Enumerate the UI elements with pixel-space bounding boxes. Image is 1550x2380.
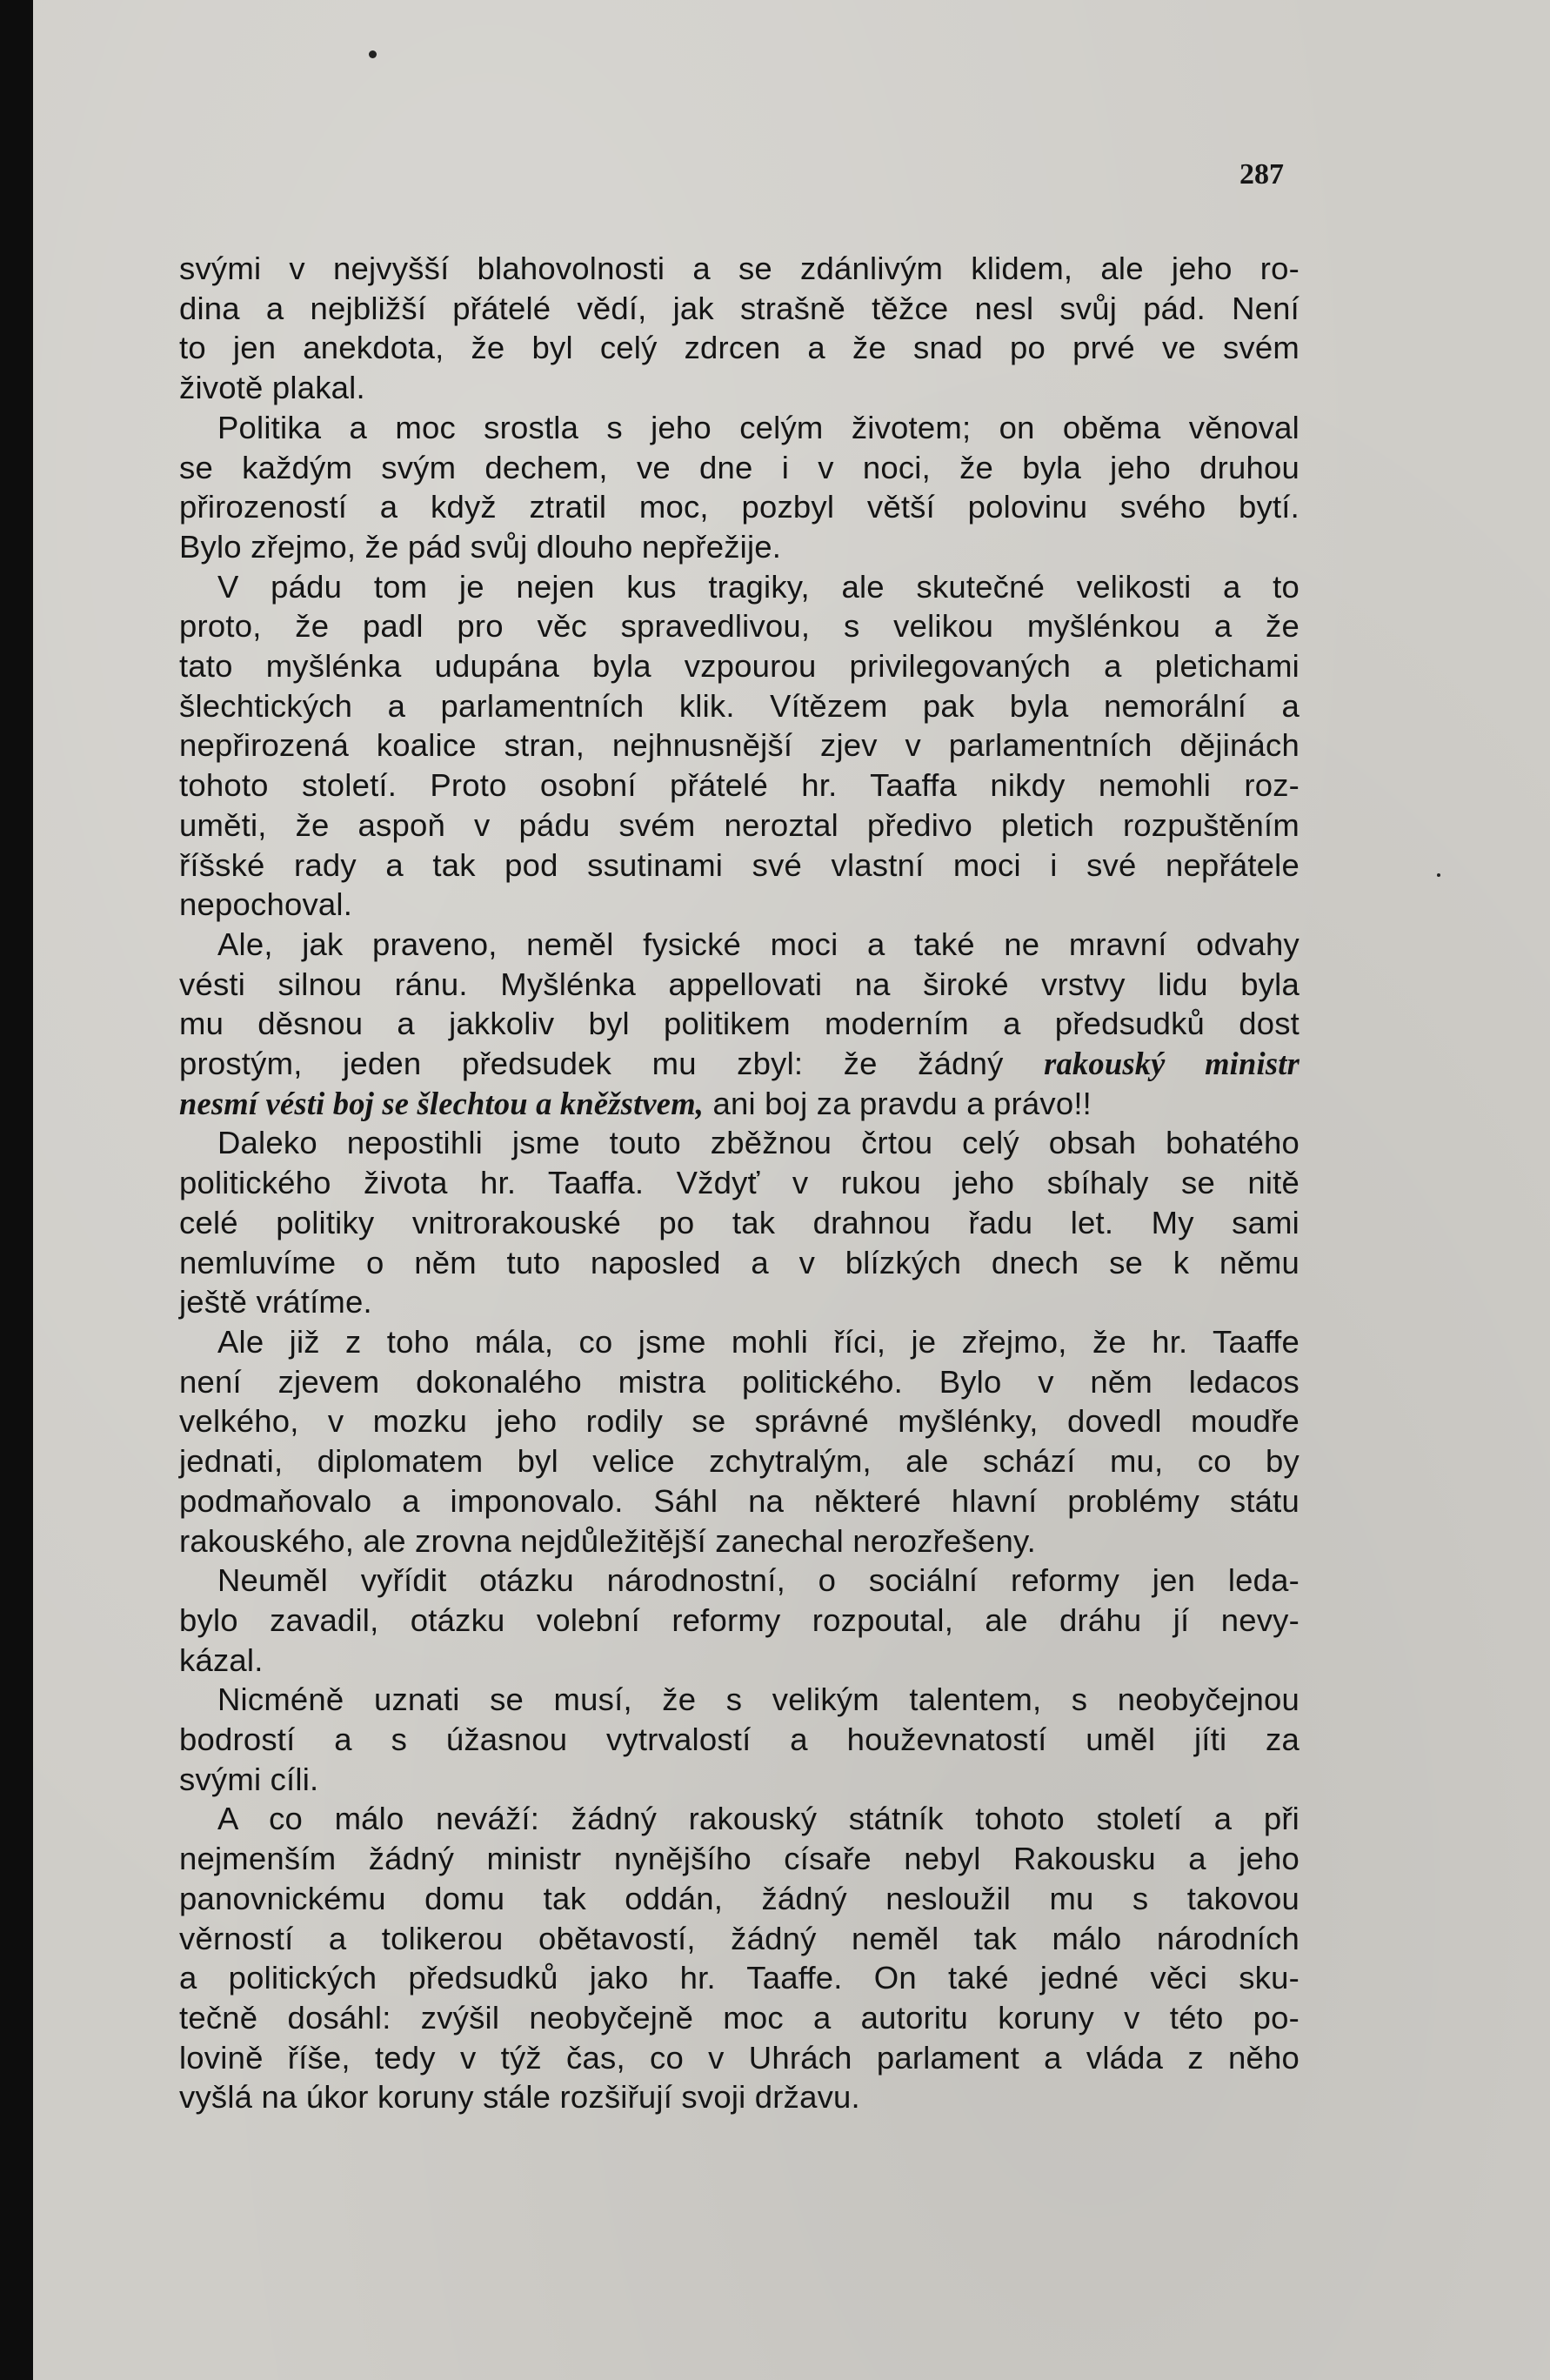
paragraph-6 (179, 1322, 1299, 1561)
text-line: tato myšlénka udupána byla vzpourou privilegovaných a pletichami (179, 648, 1299, 685)
ink-speck (1437, 873, 1440, 877)
paragraph-1 (179, 249, 1299, 408)
text-line: jednati, diplomatem byl velice zchytralým, ale schází mu, co by (179, 1443, 1299, 1480)
text-line: se každým svým dechem, ve dne i v noci, že byla jeho druhou (179, 449, 1299, 485)
text-fragment: prostým, jeden předsudek mu zbyl: že žádný (179, 1046, 1045, 1082)
text-line-with-emphasis (179, 1044, 1299, 1084)
text-line: Nicméně uznati se musí, že s velikým talentem, s neobyčejnou (217, 1681, 1299, 1718)
text-line: rakouského, ale zrovna nejdůležitější zanechal nerozřešeny. (179, 1522, 1037, 1559)
text-line: nepochoval. (179, 886, 353, 923)
text-line: Politika a moc srostla s jeho celým životem; on oběma věnoval (217, 409, 1299, 445)
text-fragment: ani boj za pravdu a právo!! (704, 1085, 1092, 1121)
ink-speck (369, 50, 377, 58)
text-line: tečně dosáhl: zvýšil neobyčejně moc a autoritu koruny v této po- (179, 1999, 1299, 2036)
text-line: životě plakal. (179, 370, 365, 406)
page-number: 287 (1239, 158, 1284, 191)
text-line: tohoto století. Proto osobní přátelé hr. Taaffa nikdy nemohli roz- (179, 767, 1299, 804)
paragraph-9 (179, 1799, 1299, 2117)
text-line-with-emphasis (179, 1084, 1299, 1124)
text-line: bylo zavadil, otázku volební reformy rozpoutal, ale dráhu jí nevy- (179, 1601, 1299, 1638)
text-line: přirozeností a když ztratil moc, pozbyl větší polovinu svého bytí. (179, 489, 1299, 525)
text-line: a politických předsudků jako hr. Taaffe. On také jedné věci sku- (179, 1960, 1299, 1996)
text-line: mu děsnou a jakkoliv byl politikem moderním a předsudků dost (179, 1006, 1299, 1042)
text-line: politického života hr. Taaffa. Vždyť v rukou jeho sbíhaly se nitě (179, 1165, 1299, 1201)
text-line: velkého, v mozku jeho rodily se správné myšlénky, dovedl moudře (179, 1403, 1299, 1440)
text-line: A co málo neváží: žádný rakouský státník tohoto století a při (217, 1801, 1299, 1837)
text-line: nemluvíme o něm tuto naposled a v blízkých dnech se k němu (179, 1244, 1299, 1280)
text-line: nepřirozená koalice stran, nejhnusnější zjev v parlamentních dějinách (179, 727, 1299, 764)
emphasized-text: rakouský ministr (1044, 1046, 1299, 1082)
paragraph-7 (179, 1561, 1299, 1680)
text-line: vésti silnou ránu. Myšlénka appellovati na široké vrstvy lidu byla (179, 966, 1299, 1002)
text-line: kázal. (179, 1641, 264, 1678)
text-line: dina a nejbližší přátelé vědí, jak strašně těžce nesl svůj pád. Není (179, 290, 1299, 326)
body-text (179, 249, 1299, 2117)
text-line: panovnickému domu tak oddán, žádný nesloužil mu s takovou (179, 1880, 1299, 1916)
text-line: ještě vrátíme. (179, 1284, 372, 1320)
scan-binding-edge (0, 0, 33, 2380)
text-line: V pádu tom je nejen kus tragiky, ale skutečné velikosti a to (217, 568, 1299, 605)
text-line: Ale již z toho mála, co jsme mohli říci, je zřejmo, že hr. Taaffe (217, 1323, 1299, 1360)
text-line: Daleko nepostihli jsme touto zběžnou črtou celý obsah bohatého (217, 1125, 1299, 1161)
text-line: celé politiky vnitrorakouské po tak drahnou řadu let. My sami (179, 1204, 1299, 1240)
text-line: lovině říše, tedy v týž čas, co v Uhrách parlament a vláda z něho (179, 2039, 1299, 2076)
text-line: svými cíli. (179, 1761, 319, 1797)
text-line: Ale, jak praveno, neměl fysické moci a také ne mravní odvahy (217, 926, 1299, 962)
text-line: věrností a tolikerou obětavostí, žádný neměl tak málo národních (179, 1920, 1299, 1956)
text-line: nejmenším žádný ministr nynějšího císaře nebyl Rakousku a jeho (179, 1841, 1299, 1877)
text-line: svými v nejvyšší blahovolnosti a se zdánlivým klidem, ale jeho ro- (179, 251, 1299, 286)
text-line: není zjevem dokonalého mistra politického. Bylo v něm ledacos (179, 1363, 1299, 1400)
paragraph-4 (179, 925, 1299, 1124)
text-line: podmaňovalo a imponovalo. Sáhl na některé hlavní problémy státu (179, 1482, 1299, 1519)
text-line: to jen anekdota, že byl celý zdrcen a že snad po prvé ve svém (179, 330, 1299, 366)
text-line: šlechtických a parlamentních klik. Vítězem pak byla nemorální a (179, 687, 1299, 724)
emphasized-text: nesmí vésti boj se šlechtou a kněžstvem, (179, 1085, 705, 1121)
paragraph-5 (179, 1123, 1299, 1322)
text-line: bodrostí a s úžasnou vytrvalostí a houževnatostí uměl jíti za (179, 1721, 1299, 1758)
text-line: uměti, že aspoň v pádu svém neroztal předivo pletich rozpuštěním (179, 806, 1299, 843)
paragraph-2 (179, 408, 1299, 567)
paragraph-3 (179, 567, 1299, 925)
text-line: říšské rady a tak pod ssutinami své vlastní moci i své nepřátele (179, 846, 1299, 883)
text-line: vyšlá na úkor koruny stále rozšiřují svoji državu. (179, 2079, 860, 2116)
text-line: Bylo zřejmo, že pád svůj dlouho nepřežije. (179, 528, 782, 565)
text-line: proto, že padl pro věc spravedlivou, s velikou myšlénkou a že (179, 608, 1299, 645)
paragraph-8 (179, 1680, 1299, 1799)
text-line: Neuměl vyřídit otázku národnostní, o sociální reformy jen leda- (217, 1562, 1299, 1599)
